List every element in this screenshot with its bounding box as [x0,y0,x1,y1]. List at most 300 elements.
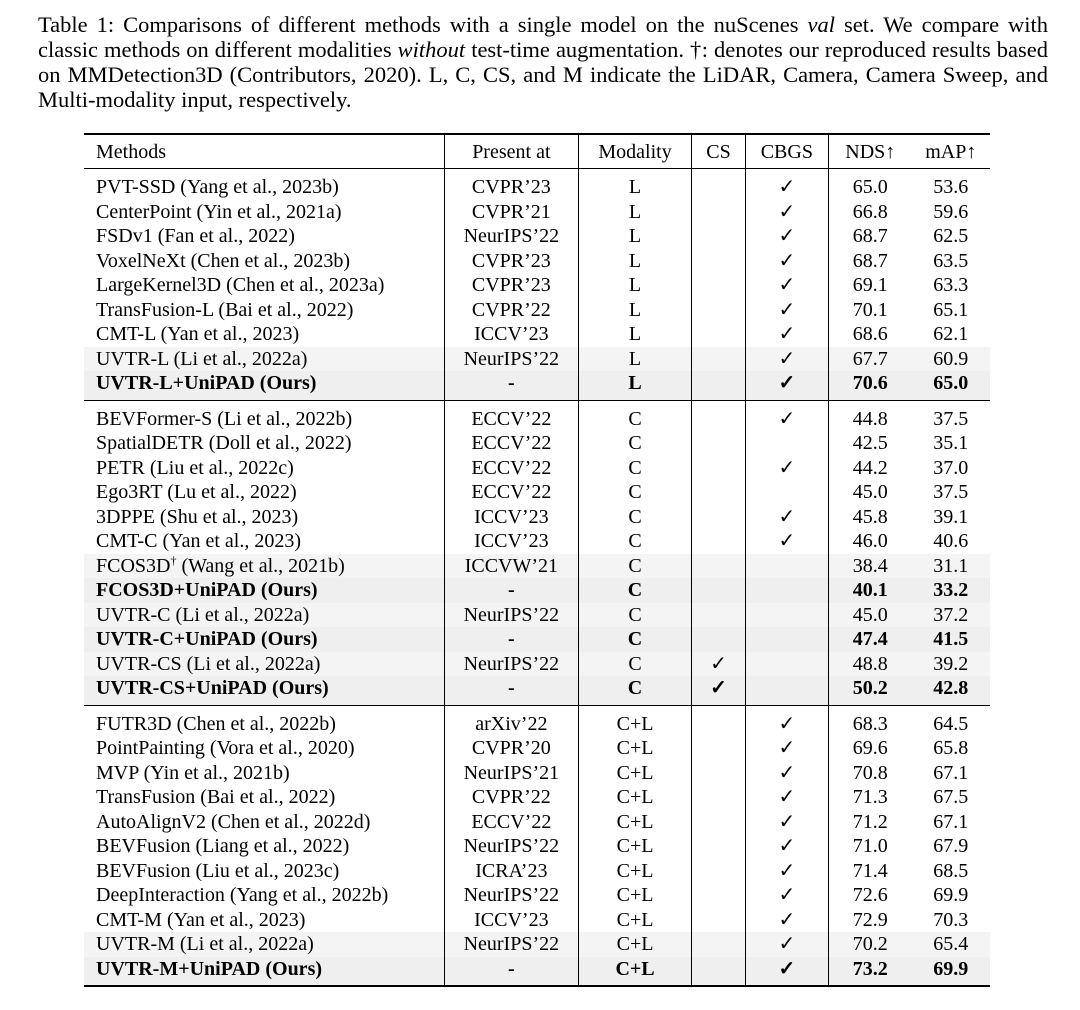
method-name: UVTR-CS (Li et al., 2022a) [96,652,321,675]
cell-nds: 47.4 [852,628,888,651]
cell-nds: 70.2 [852,933,888,956]
cell-map: 64.5 [933,712,969,735]
cell-nds: 68.7 [852,225,888,248]
cell-map: 65.8 [933,737,969,760]
table-row [84,883,990,908]
cell-present-at: arXiv’22 [444,705,578,736]
cell-method [84,908,444,933]
cell-map: 41.5 [933,628,969,651]
header-map: mAP↑ [925,140,977,163]
cell-nds: 48.8 [852,652,888,675]
cell-cbgs: ✓ [745,883,828,908]
cell-method [84,652,444,677]
cell-present-at: - [444,957,578,987]
method-name: UVTR-CS+UniPAD (Ours) [96,677,329,700]
cell-cs [692,932,745,957]
method-name: CMT-M (Yan et al., 2023) [96,908,306,931]
cell-cbgs: ✓ [745,810,828,835]
cell-cbgs: ✓ [745,200,828,225]
table-row [84,652,990,677]
cell-modality: C+L [578,834,692,859]
cell-cs: ✓ [692,676,745,705]
cell-method [84,200,444,225]
cell-modality: C+L [578,810,692,835]
method-name: FCOS3D [96,554,171,577]
table-row [84,224,990,249]
cell-nds: 71.4 [852,859,888,882]
section-camera [84,400,990,705]
cell-nds: 44.8 [852,407,888,430]
table-header [84,134,990,169]
cell-present-at: ICCV’23 [444,322,578,347]
cell-cbgs: ✓ [745,322,828,347]
cell-cs [692,298,745,323]
cell-method [84,322,444,347]
cell-nds: 72.9 [852,908,888,931]
cell-present-at: NeurIPS’22 [444,347,578,372]
cell-cbgs: ✓ [745,834,828,859]
cell-cs [692,908,745,933]
cell-modality: C+L [578,785,692,810]
cell-cs [692,505,745,530]
cell-modality: C [578,456,692,481]
cell-method [84,400,444,431]
method-name: PETR (Liu et al., 2022c) [96,456,294,479]
cell-cs [692,859,745,884]
cell-present-at: ICCV’23 [444,908,578,933]
cell-nds: 73.2 [852,957,888,980]
cell-present-at: CVPR’23 [444,169,578,200]
cell-modality: C+L [578,908,692,933]
cell-method [84,480,444,505]
cell-cbgs: ✓ [745,932,828,957]
cell-method [84,676,444,705]
caption-label: Table 1: [38,12,115,37]
table-row [84,554,990,579]
table-row [84,705,990,736]
cell-method [84,298,444,323]
cell-nds: 44.2 [852,456,888,479]
cell-cbgs: ✓ [745,859,828,884]
cell-method [84,883,444,908]
cell-map: 53.6 [933,176,969,199]
cell-cbgs: ✓ [745,224,828,249]
cell-nds: 70.1 [852,298,888,321]
cell-method [84,834,444,859]
cell-cbgs: ✓ [745,705,828,736]
cell-map: 37.0 [933,456,969,479]
table-caption [38,12,1048,112]
method-name: UVTR-L+UniPAD (Ours) [96,372,317,395]
cell-modality: C+L [578,883,692,908]
cell-cbgs: ✓ [745,371,828,400]
cell-cbgs [745,480,828,505]
cell-present-at: - [444,676,578,705]
cell-cs [692,400,745,431]
method-name: PVT-SSD (Yang et al., 2023b) [96,176,339,199]
table-row [84,529,990,554]
cell-cbgs [745,676,828,705]
cell-cs [692,224,745,249]
cell-modality: C [578,529,692,554]
cell-present-at: CVPR’21 [444,200,578,225]
cell-cbgs [745,431,828,456]
method-name: MVP (Yin et al., 2021b) [96,761,290,784]
table-row [84,480,990,505]
header-nds: NDS↑ [845,140,896,163]
method-name: UVTR-C+UniPAD (Ours) [96,628,318,651]
method-name: TransFusion (Bai et al., 2022) [96,786,336,809]
cell-modality: L [578,169,692,200]
cell-cs [692,705,745,736]
cell-method [84,169,444,200]
cell-modality: L [578,298,692,323]
table-row [84,347,990,372]
table-row [84,322,990,347]
cell-present-at: NeurIPS’22 [444,224,578,249]
cell-cs [692,736,745,761]
cell-map: 70.3 [933,908,969,931]
cell-present-at: ICCV’23 [444,505,578,530]
cell-modality: C+L [578,859,692,884]
cell-map: 65.4 [933,933,969,956]
table-row [84,834,990,859]
cell-modality: L [578,273,692,298]
cell-cbgs: ✓ [745,736,828,761]
cell-modality: C [578,505,692,530]
cell-cs [692,347,745,372]
cell-method [84,810,444,835]
header-modality: Modality [578,134,692,169]
method-name: BEVFormer-S (Li et al., 2022b) [96,407,353,430]
cell-modality: C [578,400,692,431]
cell-nds: 68.7 [852,249,888,272]
cell-present-at: - [444,371,578,400]
caption-val-word: val [807,12,836,37]
method-name: 3DPPE (Shu et al., 2023) [96,505,299,528]
cell-method [84,761,444,786]
cell-cs [692,431,745,456]
method-name: VoxelNeXt (Chen et al., 2023b) [96,249,351,272]
cell-map: 68.5 [933,859,969,882]
cell-nds: 72.6 [852,884,888,907]
cell-cbgs: ✓ [745,908,828,933]
cell-modality: L [578,200,692,225]
cell-nds: 71.0 [852,835,888,858]
cell-present-at: ECCV’22 [444,480,578,505]
table-row [84,859,990,884]
cell-map: 39.2 [933,652,969,675]
cell-modality: L [578,347,692,372]
cell-present-at: ICCVW’21 [444,554,578,579]
cell-present-at: NeurIPS’22 [444,603,578,628]
cell-present-at: CVPR’23 [444,273,578,298]
cell-present-at: ICRA’23 [444,859,578,884]
method-name: TransFusion-L (Bai et al., 2022) [96,298,354,321]
cell-map: 67.5 [933,786,969,809]
cell-map: 69.9 [933,884,969,907]
method-name: AutoAlignV2 (Chen et al., 2022d) [96,810,371,833]
cell-cs [692,249,745,274]
cell-nds: 66.8 [852,200,888,223]
cell-map: 37.2 [933,603,969,626]
cell-present-at: NeurIPS’22 [444,932,578,957]
method-name: FUTR3D (Chen et al., 2022b) [96,712,336,735]
cell-cs [692,785,745,810]
cell-cs [692,761,745,786]
table-row [84,627,990,652]
cell-cs [692,603,745,628]
method-name: FCOS3D+UniPAD (Ours) [96,579,318,602]
cell-method [84,705,444,736]
caption-text-c: test-time augmentation. †: denotes our reproduced results based on MMDetection3D (Contributors, 2020). L, C, CS, and M indicate the LiDAR, Camera, Camera Sweep, and Multi-modality input, respectively. [38,37,1048,112]
cell-modality: L [578,322,692,347]
cell-present-at: NeurIPS’21 [444,761,578,786]
cell-nds: 42.5 [852,432,888,455]
cell-cs [692,834,745,859]
cell-cbgs [745,603,828,628]
method-name: Ego3RT (Lu et al., 2022) [96,481,297,504]
table-row [84,932,990,957]
cell-nds: 45.0 [852,481,888,504]
cell-present-at: - [444,627,578,652]
method-name: BEVFusion (Liu et al., 2023c) [96,859,340,882]
cell-map: 35.1 [933,432,969,455]
cell-cs [692,456,745,481]
cell-cbgs [745,554,828,579]
header-row [84,134,990,169]
cell-map: 67.1 [933,810,969,833]
method-name: FSDv1 (Fan et al., 2022) [96,225,295,248]
method-name: UVTR-C (Li et al., 2022a) [96,603,310,626]
cell-map: 37.5 [933,481,969,504]
cell-method [84,347,444,372]
cell-cbgs: ✓ [745,505,828,530]
table-row [84,908,990,933]
cell-map: 67.9 [933,835,969,858]
cell-nds: 70.8 [852,761,888,784]
method-name: DeepInteraction (Yang et al., 2022b) [96,884,389,907]
cell-modality: L [578,249,692,274]
cell-map: 59.6 [933,200,969,223]
cell-method [84,736,444,761]
table-row [84,603,990,628]
cell-cs [692,810,745,835]
cell-nds: 50.2 [852,677,888,700]
cell-method [84,505,444,530]
section-lidar [84,169,990,401]
header-cs: CS [692,134,745,169]
cell-map: 62.5 [933,225,969,248]
cell-map: 33.2 [933,579,969,602]
cell-method [84,371,444,400]
method-citation: (Wang et al., 2021b) [176,554,345,577]
table-row [84,736,990,761]
method-name: PointPainting (Vora et al., 2020) [96,737,355,760]
table-row [84,676,990,705]
cell-cbgs: ✓ [745,249,828,274]
method-name: UVTR-M+UniPAD (Ours) [96,957,323,980]
table-row [84,273,990,298]
cell-method [84,957,444,987]
cell-nds: 71.2 [852,810,888,833]
cell-cs [692,273,745,298]
cell-map: 69.9 [933,957,969,980]
cell-cbgs: ✓ [745,761,828,786]
method-name: CMT-C (Yan et al., 2023) [96,530,302,553]
cell-map: 60.9 [933,347,969,370]
cell-cs [692,957,745,987]
cell-present-at: NeurIPS’22 [444,652,578,677]
cell-map: 65.0 [933,372,969,395]
table-row [84,505,990,530]
header-methods: Methods [84,134,444,169]
cell-modality: L [578,224,692,249]
cell-method [84,785,444,810]
cell-modality: C [578,627,692,652]
cell-method [84,627,444,652]
cell-modality: C [578,480,692,505]
cell-map: 62.1 [933,323,969,346]
table-row [84,200,990,225]
cell-map: 65.1 [933,298,969,321]
cell-cs [692,480,745,505]
cell-present-at: - [444,578,578,603]
table-row [84,400,990,431]
cell-modality: C+L [578,736,692,761]
cell-map: 67.1 [933,761,969,784]
method-name: LargeKernel3D (Chen et al., 2023a) [96,274,385,297]
cell-cbgs: ✓ [745,273,828,298]
cell-cbgs: ✓ [745,400,828,431]
cell-map: 42.8 [933,677,969,700]
cell-method [84,578,444,603]
cell-method [84,249,444,274]
table-row [84,169,990,200]
table-row [84,957,990,987]
cell-cs [692,169,745,200]
cell-cbgs [745,578,828,603]
table-row [84,578,990,603]
cell-nds: 67.7 [852,347,888,370]
header-present-at: Present at [444,134,578,169]
cell-map: 63.5 [933,249,969,272]
cell-nds: 71.3 [852,786,888,809]
section-multimodal [84,705,990,986]
cell-nds: 46.0 [852,530,888,553]
cell-method [84,273,444,298]
cell-cbgs: ✓ [745,529,828,554]
cell-present-at: ECCV’22 [444,431,578,456]
results-table [84,133,990,987]
cell-present-at: ICCV’23 [444,529,578,554]
cell-method [84,859,444,884]
cell-cs [692,578,745,603]
cell-present-at: ECCV’22 [444,456,578,481]
cell-modality: C+L [578,761,692,786]
cell-modality: C [578,603,692,628]
cell-map: 37.5 [933,407,969,430]
table-row [84,371,990,400]
cell-map: 63.3 [933,274,969,297]
cell-cbgs: ✓ [745,785,828,810]
cell-present-at: CVPR’22 [444,298,578,323]
caption-text-a: Comparisons of different methods with a single model on the nuScenes [123,12,799,37]
cell-cs [692,322,745,347]
cell-present-at: CVPR’22 [444,785,578,810]
table-row [84,456,990,481]
header-cbgs: CBGS [745,134,828,169]
table-row [84,761,990,786]
cell-present-at: ECCV’22 [444,400,578,431]
cell-present-at: NeurIPS’22 [444,834,578,859]
cell-modality: C+L [578,957,692,987]
cell-cbgs: ✓ [745,298,828,323]
cell-cs [692,200,745,225]
table-row [84,785,990,810]
cell-present-at: NeurIPS’22 [444,883,578,908]
cell-nds: 45.0 [852,603,888,626]
cell-map: 40.6 [933,530,969,553]
method-name: UVTR-M (Li et al., 2022a) [96,933,314,956]
cell-cbgs: ✓ [745,347,828,372]
cell-method [84,224,444,249]
method-name: SpatialDETR (Doll et al., 2022) [96,432,352,455]
cell-method [84,932,444,957]
cell-modality: C [578,676,692,705]
cell-cs [692,883,745,908]
cell-nds: 69.1 [852,274,888,297]
cell-modality: L [578,371,692,400]
cell-cbgs: ✓ [745,957,828,987]
cell-cbgs: ✓ [745,456,828,481]
table-row [84,249,990,274]
cell-nds: 68.3 [852,712,888,735]
cell-method [84,431,444,456]
cell-present-at: CVPR’20 [444,736,578,761]
method-superscript: † [170,553,177,568]
cell-modality: C+L [578,932,692,957]
cell-cbgs [745,652,828,677]
method-name: CenterPoint (Yin et al., 2021a) [96,200,342,223]
cell-map: 39.1 [933,505,969,528]
cell-present-at: CVPR’23 [444,249,578,274]
cell-cbgs: ✓ [745,169,828,200]
cell-modality: C [578,554,692,579]
cell-nds: 65.0 [852,176,888,199]
cell-cs [692,627,745,652]
cell-nds: 68.6 [852,323,888,346]
cell-modality: C+L [578,705,692,736]
table-row [84,431,990,456]
cell-modality: C [578,652,692,677]
cell-present-at: ECCV’22 [444,810,578,835]
cell-cbgs [745,627,828,652]
cell-cs [692,554,745,579]
cell-method [84,554,444,579]
cell-cs [692,529,745,554]
table-row [84,810,990,835]
cell-method [84,529,444,554]
cell-cs [692,371,745,400]
cell-nds: 69.6 [852,737,888,760]
cell-modality: C [578,431,692,456]
cell-map: 31.1 [933,554,969,577]
table-row [84,298,990,323]
cell-nds: 40.1 [852,579,888,602]
cell-nds: 45.8 [852,505,888,528]
cell-nds: 70.6 [852,372,888,395]
